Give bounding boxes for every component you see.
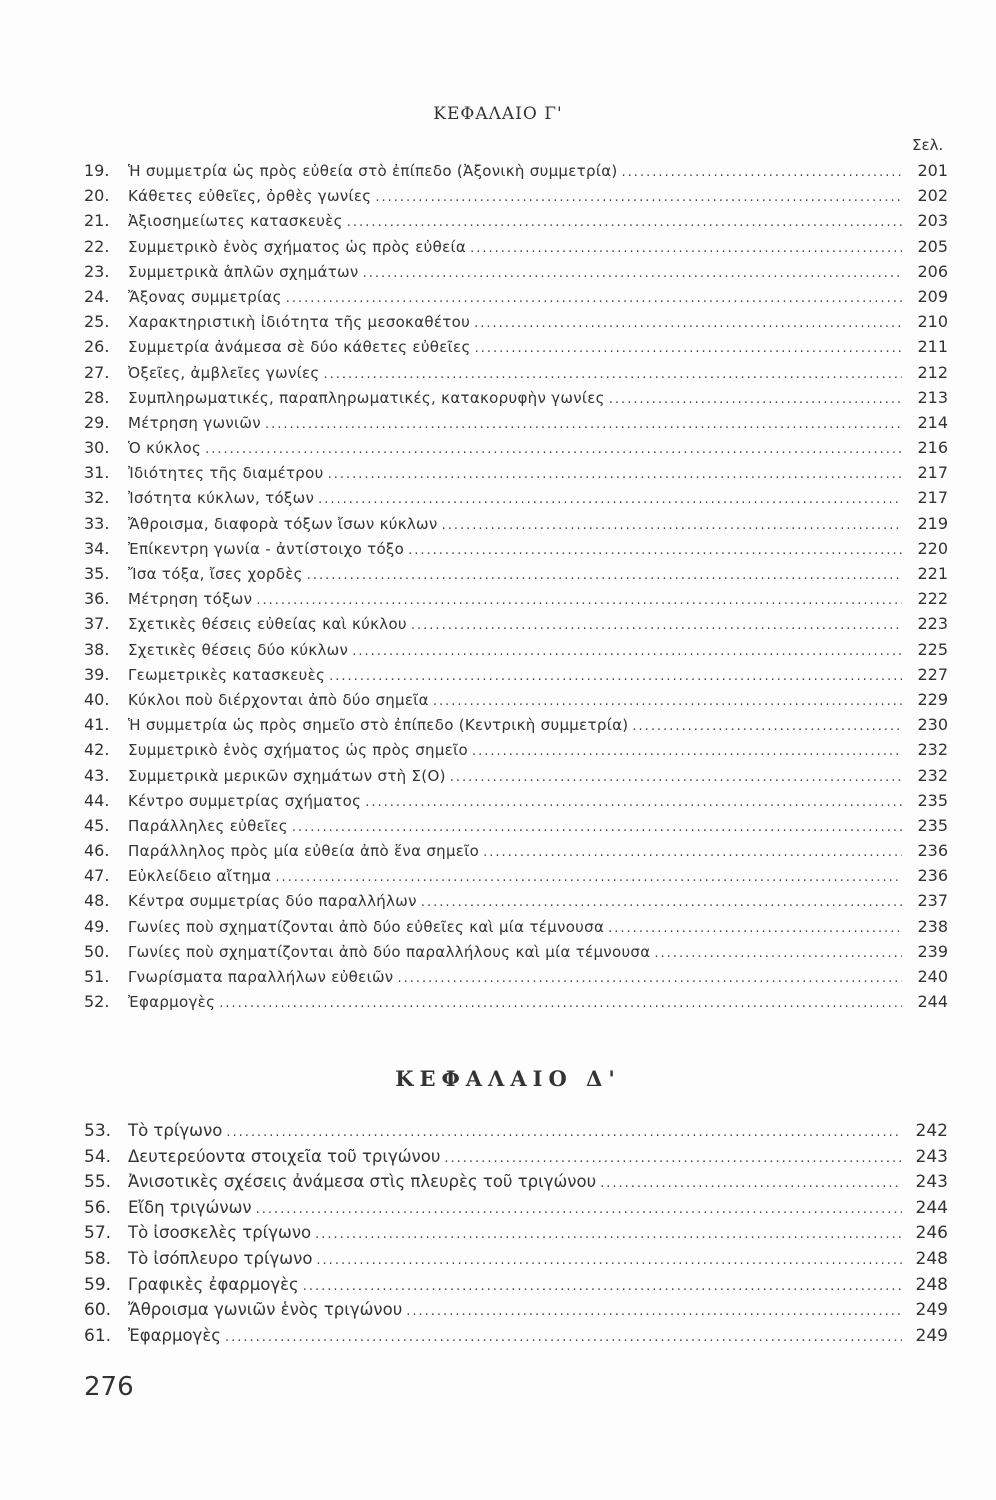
dot-leader [286,286,902,311]
entry-number: 61. [84,1325,112,1346]
dot-leader [600,1171,902,1197]
dot-leader [307,563,902,588]
entry-title: Ἐφαρμογὲς [128,1325,221,1345]
dot-leader [226,1120,902,1146]
entry-title: Δευτερεύοντα στοιχεῖα τοῦ τριγώνου [128,1146,441,1166]
entry-page: 236 [917,841,948,861]
entry-number: 23. [84,261,110,281]
entry-page: 222 [917,589,948,609]
entry-page: 223 [917,614,948,634]
toc-entry [84,888,948,913]
toc-entry [84,914,948,939]
dot-leader [421,890,902,915]
entry-page: 244 [915,1197,948,1218]
toc-entry [84,1169,948,1195]
entry-title: Συμπληρωματικές, παραπληρωματικές, κατακορυφὴν γωνίες [128,388,605,407]
dot-leader [347,210,902,235]
entry-title: Ἰδιότητες τῆς διαμέτρου [128,464,324,483]
entry-title: Σχετικὲς θέσεις δύο κύκλων [128,640,349,659]
entry-number: 54. [84,1146,112,1167]
dot-leader [472,739,902,764]
entry-number: 51. [84,967,110,986]
entry-number: 36. [84,589,110,609]
entry-number: 28. [84,387,110,407]
toc-entry [84,1144,948,1170]
entry-title: Κέντρα συμμετρίας δύο παραλλήλων [128,892,417,911]
dot-leader [411,613,902,638]
dot-leader [397,966,902,991]
entry-title: Συμμετρικὸ ἑνὸς σχήματος ὡς πρὸς σημεῖο [128,741,468,760]
toc-entry [84,460,948,485]
entry-number: 27. [84,362,110,382]
entry-title: Ἐπίκεντρη γωνία - ἀντίστοιχο τόξο [128,539,405,558]
entry-number: 59. [84,1274,112,1295]
entry-title: Μέτρηση τόξων [128,590,253,609]
entry-title: Ὀξεῖες, ἀμβλεῖες γωνίες [128,363,320,382]
entry-page: 246 [915,1223,948,1244]
entry-number: 35. [84,564,110,583]
entry-title: Κύκλοι ποὺ διέρχονται ἀπὸ δύο σημεῖα [128,690,429,709]
toc-entry [84,838,948,863]
dot-leader [654,941,902,966]
toc-entry [84,158,948,183]
toc-entry [84,259,948,284]
entry-number: 19. [84,161,110,180]
entry-page: 220 [917,538,948,558]
dot-leader [256,1197,902,1223]
dot-leader [609,387,902,412]
toc-entry [84,637,948,662]
dot-leader [303,1274,902,1300]
entry-page: 237 [917,891,948,911]
entry-title: Ἀξιοσημείωτες κατασκευὲς [128,212,343,231]
entry-page: 232 [917,740,948,760]
entry-number: 40. [84,689,110,709]
toc-entry [84,385,948,410]
entry-number: 33. [84,513,110,533]
entry-number: 46. [84,841,110,861]
entry-page: 213 [917,387,948,407]
entry-page: 248 [915,1274,948,1295]
toc-entry [84,1297,948,1323]
toc-entry [84,511,948,536]
dot-leader [225,1325,902,1351]
toc-entry [84,536,948,561]
toc-entry [84,1195,948,1221]
entry-number: 56. [84,1197,112,1218]
entry-page: 230 [917,715,948,735]
entry-title: Μέτρηση γωνιῶν [128,413,261,432]
entry-title: Συμμετρία ἀνάμεσα σὲ δύο κάθετες εὐθεῖες [128,338,471,357]
toc-entry [84,1246,948,1272]
dot-leader [363,261,902,286]
entry-title: Παράλληλες εὐθεῖες [128,816,288,835]
toc-entry [84,561,948,586]
dot-leader [275,865,902,890]
entry-number: 50. [84,941,110,961]
entry-page: 244 [917,992,948,1012]
entry-title: Ἀνισοτικὲς σχέσεις ἀνάμεσα στὶς πλευρὲς τοῦ τριγώνου [128,1172,597,1192]
entry-title: Ἄθροισμα, διαφορὰ τόξων ἴσων κύκλων [128,514,438,533]
entry-number: 34. [84,538,110,558]
toc-entry [84,360,948,385]
entry-number: 60. [84,1300,112,1321]
entry-title: Εἴδη τριγώνων [128,1197,252,1217]
entry-number: 55. [84,1172,112,1193]
entry-page: 202 [917,186,948,206]
entry-page: 214 [917,412,948,432]
toc-entry [84,737,948,762]
entry-page: 210 [917,312,948,332]
entry-number: 58. [84,1248,112,1269]
entry-page: 239 [917,941,948,961]
entry-title: Συμμετρικὰ μερικῶν σχημάτων στὴ Σ(Ο) [128,766,446,785]
entry-number: 22. [84,236,110,256]
dot-leader [632,714,902,739]
entry-number: 26. [84,337,110,357]
entry-page: 221 [917,564,948,583]
entry-number: 25. [84,312,110,332]
toc-entry [84,788,948,813]
entry-title: Ἐφαρμογὲς [128,993,216,1012]
dot-leader [292,815,902,840]
dot-leader [219,991,902,1016]
entry-page: 212 [917,362,948,382]
entry-number: 57. [84,1223,112,1244]
toc-entry [84,1272,948,1298]
entry-title: Ἴσα τόξα, ἴσες χορδὲς [128,565,303,583]
entry-number: 53. [84,1121,112,1141]
entry-title: Γνωρίσματα παραλλήλων εὐθειῶν [128,968,394,986]
entry-page: 249 [915,1325,948,1346]
dot-leader [365,790,902,815]
dot-leader [444,1146,902,1172]
toc-entry [84,1118,948,1144]
entry-title: Παράλληλος πρὸς μία εὐθεία ἀπὸ ἕνα σημεῖο [128,842,480,861]
dot-leader [450,765,902,790]
dot-leader [329,664,902,689]
dot-leader [442,513,902,538]
toc-entry [84,611,948,636]
entry-page: 209 [917,286,948,306]
entry-page: 249 [915,1300,948,1321]
toc-entry [84,183,948,208]
toc-entry [84,1323,948,1349]
toc-entry [84,662,948,687]
entry-page: 248 [915,1248,948,1269]
dot-leader [316,1248,902,1274]
entry-page: 242 [915,1121,948,1141]
entry-number: 52. [84,992,110,1012]
entry-page: 201 [917,161,948,180]
entry-title: Γεωμετρικὲς κατασκευὲς [128,665,326,684]
entry-number: 45. [84,815,110,835]
toc-entry [84,863,948,888]
entry-page: 238 [917,916,948,936]
toc-entry [84,208,948,233]
entry-number: 42. [84,740,110,760]
entry-title: Τὸ ἰσόπλευρο τρίγωνο [128,1248,313,1268]
entry-page: 229 [917,689,948,709]
dot-leader [475,336,902,361]
toc-entry [84,964,948,989]
dot-leader [608,916,902,941]
entry-page: 217 [917,488,948,508]
entry-number: 48. [84,891,110,911]
entry-page: 232 [917,765,948,785]
toc-entry [84,309,948,334]
toc-entry [84,763,948,788]
toc-entry [84,1220,948,1246]
entry-number: 41. [84,715,110,735]
entry-page: 219 [917,513,948,533]
entry-page: 225 [917,639,948,659]
dot-leader [483,840,902,865]
entry-number: 32. [84,488,110,508]
table-of-contents-chapter-d [84,1118,948,1348]
entry-title: Γωνίες ποὺ σχηματίζονται ἀπὸ δύο εὐθεῖες καὶ μία τέμνουσα [128,917,605,936]
toc-entry [84,989,948,1014]
dot-leader [622,160,902,185]
dot-leader [324,362,902,387]
table-of-contents-chapter-g [84,158,948,1014]
entry-title: Ἰσότητα κύκλων, τόξων [128,489,315,508]
entry-number: 30. [84,438,110,458]
entry-page: 227 [917,664,948,684]
dot-leader [328,462,902,487]
entry-title: Γραφικὲς ἐφαρμογὲς [128,1274,299,1294]
entry-title: Ὁ κύκλος [128,439,202,458]
entry-number: 20. [84,186,110,206]
entry-title: Κέντρο συμμετρίας σχήματος [128,791,362,810]
page-number: 276 [84,1372,134,1402]
entry-page: 206 [917,261,948,281]
entry-title: Ἄθροισμα γωνιῶν ἑνὸς τριγώνου [128,1300,403,1320]
toc-entry [84,485,948,510]
entry-number: 43. [84,765,110,785]
entry-page: 203 [917,211,948,231]
entry-number: 37. [84,614,110,634]
entry-title: Συμμετρικὰ ἁπλῶν σχημάτων [128,262,359,281]
entry-number: 31. [84,463,110,483]
entry-page: 216 [917,438,948,458]
entry-number: 24. [84,286,110,306]
dot-leader [256,588,902,613]
entry-page: 243 [915,1146,948,1167]
entry-title: Συμμετρικὸ ἑνὸς σχήματος ὡς πρὸς εὐθεία [128,237,467,256]
entry-title: Κάθετες εὐθεῖες, ὀρθὲς γωνίες [128,187,372,206]
dot-leader [474,311,902,336]
toc-entry [84,687,948,712]
page-column-label: Σελ. [912,136,944,154]
dot-leader [205,437,902,462]
entry-page: 243 [915,1172,948,1193]
toc-entry [84,712,948,737]
toc-entry [84,435,948,460]
entry-title: Ἡ συμμετρία ὡς πρὸς σημεῖο στὸ ἐπίπεδο (Κεντρικὴ συμμετρία) [128,716,629,735]
entry-title: Σχετικὲς θέσεις εὐθείας καὶ κύκλου [128,615,407,634]
entry-page: 205 [917,236,948,256]
entry-page: 211 [917,337,948,357]
entry-page: 240 [917,967,948,986]
toc-entry [84,939,948,964]
toc-entry [84,586,948,611]
dot-leader [352,639,902,664]
toc-entry [84,284,948,309]
entry-title: Γωνίες ποὺ σχηματίζονται ἀπὸ δύο παραλλήλους καὶ μία τέμνουσα [128,942,651,961]
entry-page: 217 [917,463,948,483]
dot-leader [318,487,902,512]
toc-entry [84,334,948,359]
entry-number: 49. [84,916,110,936]
entry-title: Εὐκλείδειο αἴτημα [128,867,272,886]
chapter-heading: ΚΕΦΑΛΑΙΟ Δ' [395,1066,621,1091]
entry-title: Τὸ ἰσοσκελὲς τρίγωνο [128,1223,312,1243]
entry-title: Ἄξονας συμμετρίας [128,287,282,306]
entry-title: Τὸ τρίγωνο [128,1121,223,1140]
dot-leader [408,538,902,563]
entry-title: Ἡ συμμετρία ὡς πρὸς εὐθεία στὸ ἐπίπεδο (Ἀξονικὴ συμμετρία) [128,162,618,180]
toc-entry [84,234,948,259]
entry-page: 235 [917,790,948,810]
dot-leader [406,1299,902,1325]
toc-entry [84,410,948,435]
entry-number: 47. [84,866,110,886]
entry-number: 38. [84,639,110,659]
entry-number: 21. [84,211,110,231]
entry-number: 29. [84,412,110,432]
entry-number: 39. [84,664,110,684]
entry-page: 236 [917,866,948,886]
dot-leader [315,1222,902,1248]
dot-leader [265,412,902,437]
chapter-heading: ΚΕΦΑΛΑΙΟ Γ' [433,104,563,124]
dot-leader [375,185,902,210]
dot-leader [470,236,902,261]
entry-title: Χαρακτηριστικὴ ἰδιότητα τῆς μεσοκαθέτου [128,313,471,332]
entry-number: 44. [84,790,110,810]
entry-page: 235 [917,815,948,835]
toc-entry [84,813,948,838]
dot-leader [433,689,902,714]
